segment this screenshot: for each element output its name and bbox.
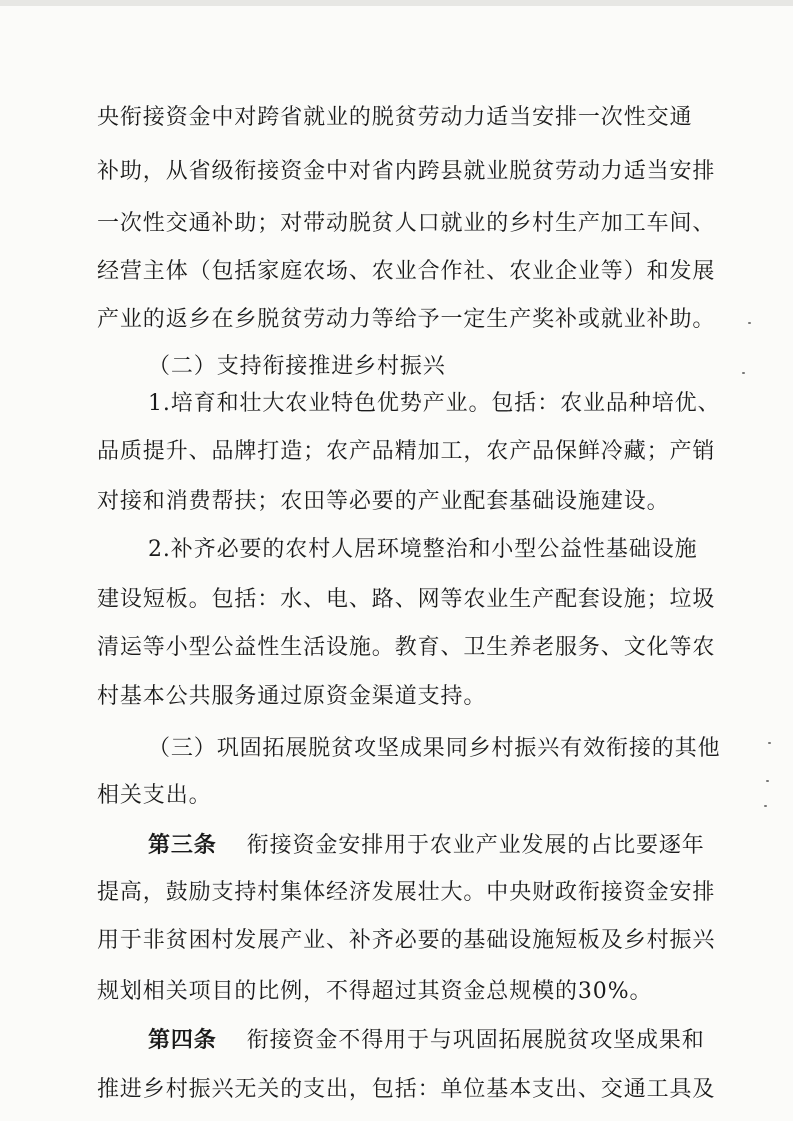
body-line: 产业的返乡在乡脱贫劳动力等给予一定生产奖补或就业补助。 xyxy=(97,307,716,332)
scan-speck xyxy=(748,322,751,324)
body-line: 用于非贫困村发展产业、补齐必要的基础设施短板及乡村振兴 xyxy=(97,928,716,953)
scan-speck xyxy=(766,780,769,782)
section-heading: （三）巩固拓展脱贫攻坚成果同乡村振兴有效衔接的其他 xyxy=(148,736,721,761)
article-4-text: 衔接资金不得用于与巩固拓展脱贫攻坚成果和 xyxy=(246,1028,705,1053)
body-line: 一次性交通补助；对带动脱贫人口就业的乡村生产加工车间、 xyxy=(97,211,716,236)
body-line: 央衔接资金中对跨省就业的脱贫劳动力适当安排一次性交通 xyxy=(97,105,693,130)
body-line: 品质提升、品牌打造；农产品精加工，农产品保鲜冷藏；产销 xyxy=(97,439,716,464)
scan-speck xyxy=(764,805,767,807)
body-line: 对接和消费帮扶；农田等必要的产业配套基础设施建设。 xyxy=(97,489,670,514)
article-3-text: 衔接资金安排用于农业产业发展的占比要逐年 xyxy=(246,833,705,858)
body-line: 规划相关项目的比例，不得超过其资金总规模的30%。 xyxy=(97,979,653,1004)
scan-edge xyxy=(0,0,793,6)
body-line: 相关支出。 xyxy=(97,783,212,808)
body-line: 2.补齐必要的农村人居环境整治和小型公益性基础设施 xyxy=(148,537,698,562)
body-line: 推进乡村振兴无关的支出，包括：单位基本支出、交通工具及 xyxy=(97,1077,716,1102)
article-4-label: 第四条 xyxy=(148,1027,217,1053)
article-3-line xyxy=(148,831,705,860)
body-line: 建设短板。包括：水、电、路、网等农业生产配套设施；垃圾 xyxy=(97,587,716,612)
scan-speck xyxy=(742,372,745,374)
body-line: 提高，鼓励支持村集体经济发展壮大。中央财政衔接资金安排 xyxy=(97,880,716,905)
body-line: 补助，从省级衔接资金中对省内跨县就业脱贫劳动力适当安排 xyxy=(97,159,716,184)
scan-speck xyxy=(768,742,771,744)
section-heading: （二）支持衔接推进乡村振兴 xyxy=(148,354,446,379)
article-3-label: 第三条 xyxy=(148,832,217,858)
body-line: 村基本公共服务通过原资金渠道支持。 xyxy=(97,684,487,709)
body-line: 清运等小型公益性生活设施。教育、卫生养老服务、文化等农 xyxy=(97,635,716,660)
body-line: 经营主体（包括家庭农场、农业合作社、农业企业等）和发展 xyxy=(97,259,716,284)
article-4-line xyxy=(148,1026,705,1055)
body-line: 1.培育和壮大农业特色优势产业。包括：农业品种培优、 xyxy=(148,391,721,416)
